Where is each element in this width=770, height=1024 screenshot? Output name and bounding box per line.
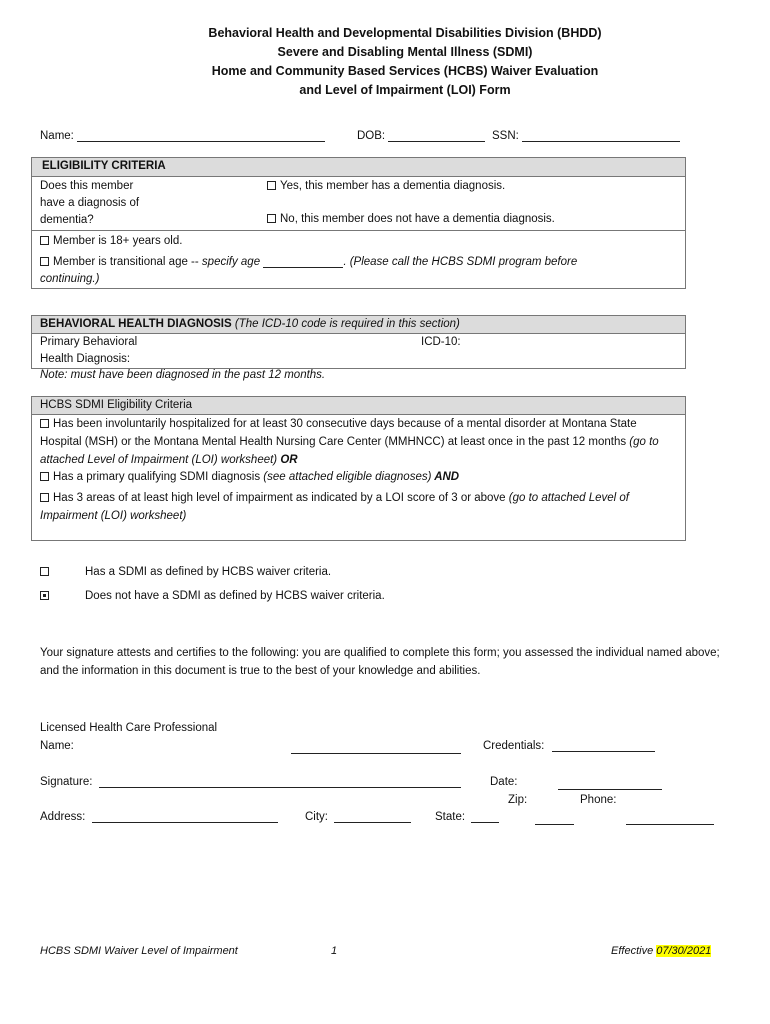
form-title-line-3: Home and Community Based Services (HCBS) Waiver Evaluation	[211, 64, 599, 78]
dementia-yes-label: Yes, this member has a dementia diagnosis.	[280, 180, 506, 192]
primary-diagnosis-line-1: Primary Behavioral	[40, 336, 138, 348]
age-18-option[interactable]	[40, 235, 182, 247]
dementia-question-line-1: Does this member	[40, 180, 134, 192]
page-number: 1	[331, 945, 338, 957]
effective-label: Effective	[611, 945, 657, 957]
diagnosis-note: Note: must have been diagnosed in the past 12 months.	[40, 369, 326, 381]
sdmi-criterion-2-text: Has a primary qualifying SDMI diagnosis	[53, 471, 264, 483]
not-sdmi-option[interactable]	[40, 590, 53, 602]
dementia-no-label: No, this member does not have a dementia diagnosis.	[280, 213, 555, 225]
name-field[interactable]	[77, 130, 325, 142]
dob-field[interactable]	[388, 130, 485, 142]
age-18-label: Member is 18+ years old.	[53, 235, 183, 247]
sdmi-criterion-3	[40, 489, 680, 525]
signature-row	[40, 776, 461, 788]
has-sdmi-label: Has a SDMI as defined by HCBS waiver criteria.	[85, 566, 332, 578]
transitional-age-option[interactable]	[40, 256, 577, 268]
eligibility-header: ELIGIBILITY CRITERIA	[32, 158, 685, 177]
professional-label-line-1: Licensed Health Care Professional	[40, 722, 218, 734]
diagnosis-header-title: BEHAVIORAL HEALTH DIAGNOSIS	[40, 318, 232, 330]
city-field[interactable]	[334, 811, 411, 823]
form-title-line-2: Severe and Disabling Mental Illness (SDMI)	[277, 45, 533, 59]
has-sdmi-option[interactable]	[40, 566, 53, 578]
address-label: Address:	[40, 811, 86, 823]
address-field[interactable]	[92, 811, 278, 823]
effective-date-value: 07/30/2021	[656, 945, 712, 957]
sdmi-criterion-3-checkbox[interactable]	[40, 493, 49, 502]
dementia-question-line-2: have a diagnosis of	[40, 197, 140, 209]
date-label: Date:	[490, 776, 518, 788]
signature-label: Signature:	[40, 776, 93, 788]
credentials-row	[483, 740, 655, 752]
sdmi-criterion-2-checkbox[interactable]	[40, 472, 49, 481]
effective-date	[611, 945, 711, 957]
sdmi-criteria-header: HCBS SDMI Eligibility Criteria	[32, 397, 685, 415]
transitional-note: . (Please call the HCBS SDMI program before	[343, 256, 578, 268]
dementia-question-line-3: dementia?	[40, 214, 94, 226]
dementia-yes-checkbox[interactable]	[267, 181, 276, 190]
transitional-age-checkbox[interactable]	[40, 257, 49, 266]
ssn-label: SSN:	[492, 130, 519, 142]
diagnosis-header	[32, 316, 685, 334]
sdmi-criterion-2-note: (see attached eligible diagnoses)	[263, 471, 432, 483]
form-title-line-1: Behavioral Health and Developmental Disabilities Division (BHDD)	[208, 26, 602, 40]
phone-label: Phone:	[580, 794, 617, 806]
sdmi-criterion-1	[40, 415, 680, 469]
dementia-yes-option[interactable]	[267, 180, 505, 192]
transitional-note-continued: continuing.)	[40, 273, 100, 285]
primary-diagnosis-line-2: Health Diagnosis:	[40, 353, 131, 365]
state-label: State:	[435, 811, 466, 823]
name-row	[40, 130, 325, 142]
dob-row	[357, 130, 485, 142]
state-field[interactable]	[471, 811, 499, 823]
form-title-line-4: and Level of Impairment (LOI) Form	[299, 83, 511, 97]
sdmi-criterion-3-text: Has 3 areas of at least high level of impairment as indicated by a LOI score of 3 or above	[53, 492, 509, 504]
city-row	[305, 811, 411, 823]
sdmi-criterion-3-note: (go to attached Level of Impairment (LOI) worksheet)	[40, 492, 629, 522]
state-row	[435, 811, 499, 823]
sdmi-criterion-2-and: AND	[431, 471, 460, 483]
diagnosis-header-note: (The ICD-10 code is required in this section)	[231, 318, 460, 330]
professional-label-line-2: Name:	[40, 740, 74, 752]
transitional-age-label: Member is transitional age --	[53, 256, 202, 268]
footer-form-name: HCBS SDMI Waiver Level of Impairment	[40, 945, 238, 957]
sdmi-criterion-1-text: Has been involuntarily hospitalized for at least 30 consecutive days because of a mental disorder at Montana State Hospital (MSH) or the Montana Mental Health Nursing Care Center (MMHNCC) at least once in the past 12 months	[40, 418, 637, 448]
phone-field[interactable]	[626, 813, 714, 825]
sdmi-criterion-2	[40, 471, 459, 483]
date-field[interactable]	[558, 778, 662, 790]
age-18-checkbox[interactable]	[40, 236, 49, 245]
dementia-no-option[interactable]	[267, 213, 555, 225]
professional-name-field[interactable]	[291, 742, 461, 754]
ssn-field[interactable]	[522, 130, 680, 142]
credentials-field[interactable]	[552, 740, 655, 752]
attestation-text: Your signature attests and certifies to the following: you are qualified to complete this form; you assessed the individual named above; and the information in this document is true to the best of your knowledge and abilities.	[40, 647, 720, 677]
ssn-row	[492, 130, 680, 142]
eligibility-divider	[32, 230, 685, 231]
sdmi-criterion-1-checkbox[interactable]	[40, 419, 49, 428]
signature-field[interactable]	[99, 776, 461, 788]
name-label: Name:	[40, 130, 74, 142]
dob-label: DOB:	[357, 130, 386, 142]
sdmi-criterion-1-note: (go to attached Level of Impairment (LOI) worksheet)	[40, 436, 659, 466]
not-sdmi-checkbox[interactable]	[40, 591, 49, 600]
dementia-no-checkbox[interactable]	[267, 214, 276, 223]
city-label: City:	[305, 811, 328, 823]
not-sdmi-label: Does not have a SDMI as defined by HCBS waiver criteria.	[85, 590, 385, 602]
has-sdmi-checkbox[interactable]	[40, 567, 49, 576]
zip-label: Zip:	[508, 794, 528, 806]
zip-field[interactable]	[535, 813, 574, 825]
specify-age-label: specify age	[201, 256, 261, 268]
specify-age-field[interactable]	[263, 256, 343, 268]
address-row	[40, 811, 278, 823]
icd-label: ICD-10:	[421, 336, 461, 348]
sdmi-criterion-1-or: OR	[277, 454, 298, 466]
credentials-label: Credentials:	[483, 740, 545, 752]
